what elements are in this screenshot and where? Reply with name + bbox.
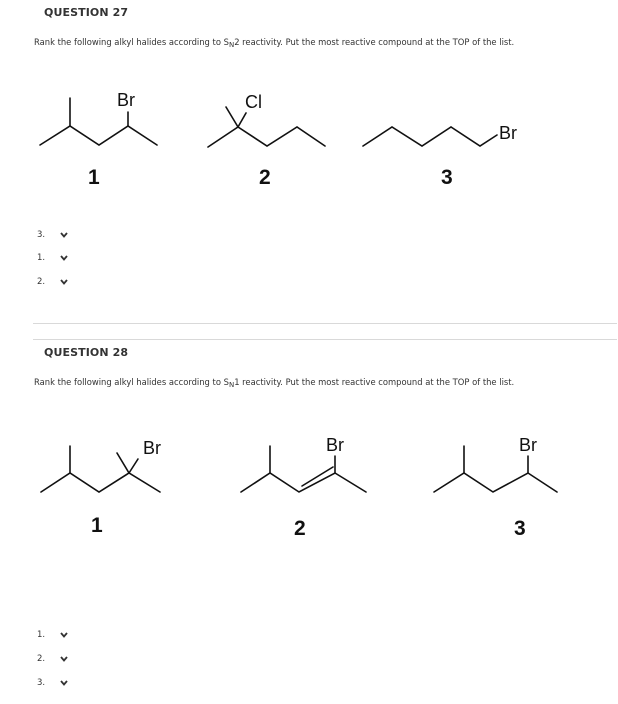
compound-3-halogen: Br (499, 123, 517, 143)
compound-2-number: 2 (294, 517, 306, 540)
compound-2-halogen: Br (326, 435, 344, 455)
question-divider (33, 339, 617, 340)
q27-rank-select-3[interactable]: 2. (33, 275, 71, 290)
question-27-title: QUESTION 27 (44, 6, 129, 19)
chevron-down-icon (60, 680, 68, 686)
compound-2-structure (208, 107, 325, 147)
compound-3-structure (363, 127, 497, 146)
question-28-title: QUESTION 28 (44, 346, 129, 359)
compound-3-number: 3 (441, 166, 453, 189)
question-27-structures (0, 80, 618, 195)
q27-rank-select-2[interactable]: 1. (33, 251, 71, 266)
compound-1-number: 1 (91, 514, 103, 537)
q28-rank-select-2[interactable]: 2. (33, 652, 71, 667)
question-divider (33, 323, 617, 324)
question-28-prompt: Rank the following alkyl halides according to $S_N1$ reactivity. Put the most reactive compound at the TOP of the list. (34, 377, 515, 389)
chevron-down-icon (60, 656, 68, 662)
compound-1-structure (40, 98, 157, 145)
compound-2-structure (241, 446, 366, 492)
compound-1-halogen: Br (143, 438, 161, 458)
compound-2-halogen: Cl (245, 92, 262, 112)
q27-rank-select-1[interactable]: 3. (33, 228, 71, 243)
chevron-down-icon (60, 279, 68, 285)
compound-1-halogen: Br (117, 90, 135, 110)
chevron-down-icon (60, 255, 68, 261)
q28-rank-select-3[interactable]: 3. (33, 676, 71, 691)
compound-3-structure (434, 446, 557, 492)
compound-1-number: 1 (88, 166, 100, 189)
question-27-prompt: Rank the following alkyl halides according to $S_N2$ reactivity. Put the most reactive compound at the TOP of the list. (34, 37, 515, 49)
compound-3-number: 3 (514, 517, 526, 540)
chevron-down-icon (60, 232, 68, 238)
chevron-down-icon (60, 632, 68, 638)
compound-2-number: 2 (259, 166, 271, 189)
question-28-structures (0, 425, 618, 545)
q28-rank-select-1[interactable]: 1. (33, 628, 71, 643)
compound-3-halogen: Br (519, 435, 537, 455)
